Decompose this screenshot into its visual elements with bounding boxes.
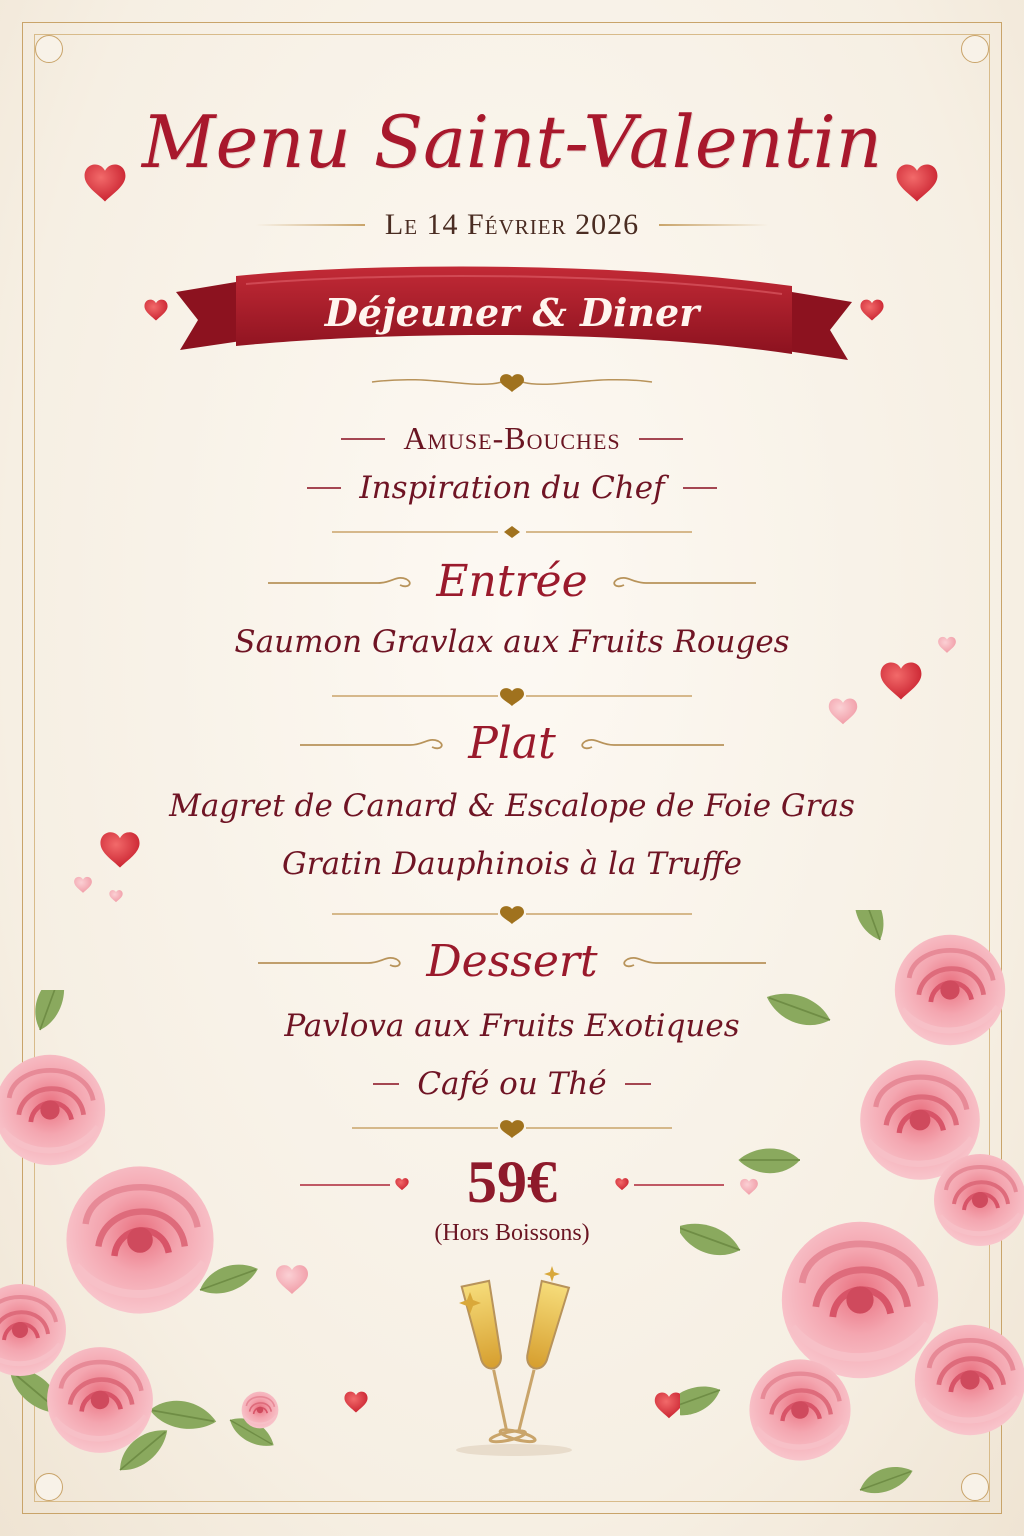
entree-heading-row <box>0 556 1024 607</box>
scroll-ornament <box>606 573 756 591</box>
ornamental-divider <box>312 904 712 924</box>
plat-heading-row <box>0 718 1024 769</box>
amuse-heading-row <box>0 420 1024 457</box>
date-row <box>0 208 1024 242</box>
amuse-heading: Amuse-Bouches <box>403 420 621 456</box>
heart-icon <box>826 694 860 726</box>
scroll-ornament <box>258 953 408 971</box>
plat-dish: Magret de Canard & Escalope de Foie Gras <box>169 788 855 824</box>
dash-rule <box>639 438 683 440</box>
dash-rule <box>683 487 717 489</box>
heart-icon <box>96 826 144 870</box>
dessert-dish: Pavlova aux Fruits Exotiques <box>284 1008 740 1044</box>
entree-dish: Saumon Gravlax aux Fruits Rouges <box>234 624 790 660</box>
ornamental-divider <box>312 372 712 392</box>
dash-rule <box>625 1083 651 1085</box>
champagne-glasses-icon <box>452 1262 576 1462</box>
heart-icon <box>72 874 94 894</box>
entree-dish-row <box>0 624 1024 660</box>
heart-icon <box>342 1388 370 1414</box>
heart-icon <box>936 634 958 654</box>
plat-dish-row <box>0 788 1024 824</box>
amuse-dish: Inspiration du Chef <box>359 470 665 506</box>
heart-icon <box>108 888 124 903</box>
heart-icon <box>80 158 130 204</box>
scroll-ornament <box>300 735 450 753</box>
menu-price: 59€ <box>467 1149 557 1215</box>
dash-rule <box>307 487 341 489</box>
ornamental-divider <box>312 522 712 542</box>
amuse-dish-row <box>0 470 1024 506</box>
plat-side-row <box>0 846 1024 882</box>
rose-bouquet-right <box>680 910 1024 1536</box>
dessert-heading: Dessert <box>426 936 598 987</box>
rose-bouquet-left <box>0 990 330 1536</box>
service-ribbon-label: Déjeuner & Diner <box>324 290 700 335</box>
scroll-ornament <box>574 735 724 753</box>
heart-icon <box>892 158 942 204</box>
plat-side-dish: Gratin Dauphinois à la Truffe <box>282 846 742 882</box>
heart-icon <box>876 656 926 702</box>
gold-rule <box>255 224 365 226</box>
menu-title: Menu Saint-Valentin <box>141 100 883 184</box>
plat-heading: Plat <box>468 718 556 769</box>
entree-heading: Entrée <box>436 556 588 607</box>
ornamental-divider <box>312 686 712 706</box>
dash-rule <box>373 1083 399 1085</box>
scroll-ornament <box>268 573 418 591</box>
price-note: (Hors Boissons) <box>434 1220 590 1246</box>
ornamental-divider <box>312 1118 712 1138</box>
event-date: Le 14 Février 2026 <box>384 208 640 241</box>
dessert-drink: Café ou Thé <box>417 1066 607 1102</box>
gold-rule <box>659 224 769 226</box>
dash-rule <box>341 438 385 440</box>
